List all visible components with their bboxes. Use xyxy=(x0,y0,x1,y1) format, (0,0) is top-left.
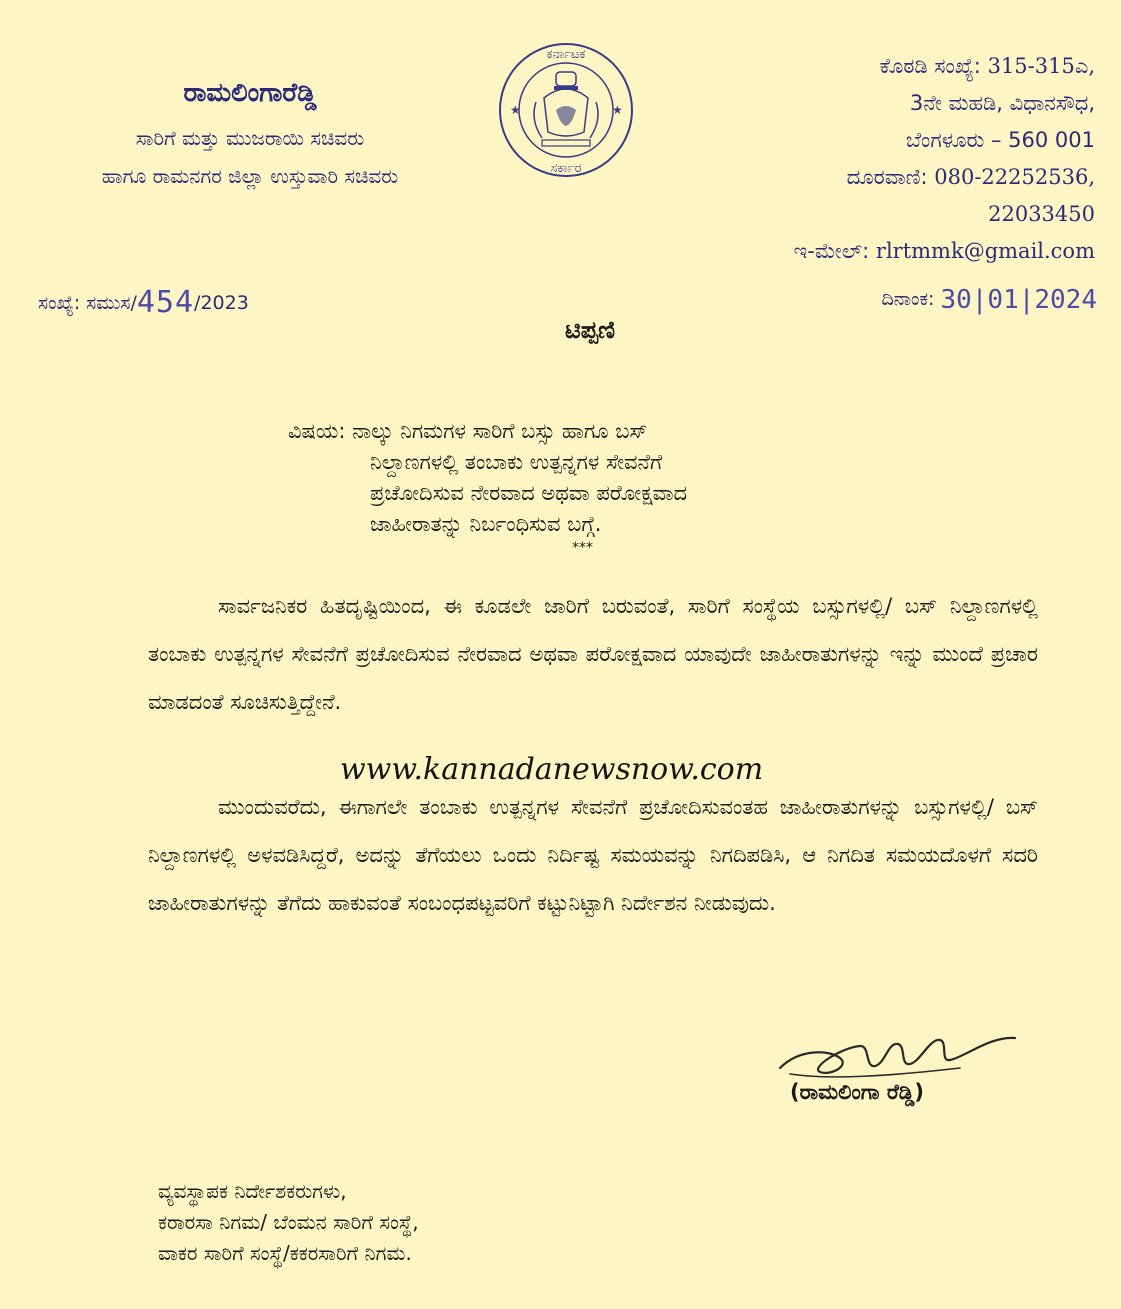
karnataka-seal-icon xyxy=(496,40,636,180)
email-line xyxy=(794,233,1095,270)
email-label: ಇ-ಮೇಲ್: xyxy=(793,239,870,263)
subject-first-line xyxy=(288,416,687,447)
room-label: ಕೊಠಡಿ ಸಂಖ್ಯೆ: xyxy=(879,54,981,78)
paragraph-1-text: ಸಾರ್ವಜನಿಕರ ಹಿತದೃಷ್ಟಿಯಿಂದ, ಈ ಕೂಡಲೇ ಜಾರಿಗೆ ಬರುವಂತೆ, ಸಾರಿಗೆ ಸಂಸ್ಥೆಯ ಬಸ್ಸುಗಳಲ್ಲಿ/ ಬಸ್ ನಿಲ್ದಾಣಗಳಲ್ಲಿ ತಂಬಾಕು ಉತ್ಪನ್ನಗಳ ಸೇವನೆಗೆ ಪ್ರಚೋದಿಸುವ ನೇರವಾದ ಅಥವಾ ಪರೋಕ್ಷವಾದ ಯಾವುದೇ ಜಾಹೀರಾತುಗಳನ್ನು ಇನ್ನು ಮುಂದೆ ಪ್ರಚಾರ ಮಾಡದಂತೆ ಸೂಚಿಸುತ್ತಿದ್ದೇನೆ. xyxy=(148,594,1038,714)
addressee-line-3: ವಾಕರ ಸಾರಿಗೆ ಸಂಸ್ಥೆ/ಕಕರಸಾರಿಗೆ ನಿಗಮ. xyxy=(158,1241,412,1265)
addressee-block xyxy=(158,1176,419,1269)
room-number-line xyxy=(794,48,1095,85)
designation-line-1: ಸಾರಿಗೆ ಮತ್ತು ಮುಜರಾಯಿ ಸಚಿವರು xyxy=(135,126,365,150)
minister-name: ರಾಮಲಿಂಗಾರೆಡ್ಡಿ xyxy=(183,78,317,108)
svg-text:★: ★ xyxy=(510,103,521,117)
email-value: rlrtmmk@gmail.com xyxy=(875,239,1095,263)
signature-icon xyxy=(770,1028,1020,1088)
reference-label: ಸಂಖ್ಯೆ: ಸಮುಸ/ xyxy=(38,292,137,314)
addressee-line-1: ವ್ಯವಸ್ಥಾಪಕ ನಿರ್ದೇಶಕರುಗಳು, xyxy=(158,1179,347,1203)
address-line-1: 3ನೇ ಮಹಡಿ, ವಿಧಾನಸೌಧ, xyxy=(909,91,1095,115)
subject-block xyxy=(288,416,687,540)
phone-label: ದೂರವಾಣಿ: xyxy=(846,165,928,189)
phone-value: 080-22252536, xyxy=(934,165,1095,189)
date-handwritten-value: 30|01|2024 xyxy=(940,285,1097,315)
letterhead-left xyxy=(0,78,500,195)
address-line-2: ಬೆಂಗಳೂರು – 560 001 xyxy=(905,128,1095,152)
watermark-url: www.kannadanewsnow.com xyxy=(340,752,764,787)
room-value: 315-315ಎ, xyxy=(987,54,1095,78)
reference-year: /2023 xyxy=(194,292,249,314)
subject-line-1: ನಾಲ್ಕು ನಿಗಮಗಳ ಸಾರಿಗೆ ಬಸ್ಸು ಹಾಗೂ ಬಸ್ xyxy=(352,419,648,443)
svg-text:★: ★ xyxy=(612,103,623,117)
seal-top-text: ಕರ್ನಾಟಕ xyxy=(546,47,586,62)
phone-value-2: 22033450 xyxy=(988,202,1095,226)
letterhead-right xyxy=(794,48,1095,270)
subject-line-4: ಜಾಹೀರಾತನ್ನು ನಿರ್ಬಂಧಿಸುವ ಬಗ್ಗೆ. xyxy=(370,512,602,536)
paragraph-2-text: ಮುಂದುವರೆದು, ಈಗಾಗಲೇ ತಂಬಾಕು ಉತ್ಪನ್ನಗಳ ಸೇವನೆಗೆ ಪ್ರಚೋದಿಸುವಂತಹ ಜಾಹೀರಾತುಗಳನ್ನು ಬಸ್ಸುಗಳಲ್ಲಿ/ ಬಸ್ ನಿಲ್ದಾಣಗಳಲ್ಲಿ ಅಳವಡಿಸಿದ್ದರೆ, ಅದನ್ನು ತೆಗೆಯಲು ಒಂದು ನಿರ್ದಿಷ್ಟ ಸಮಯವನ್ನು ನಿಗದಿಪಡಿಸಿ, ಆ ನಿಗದಿತ ಸಮಯದೊಳಗೆ ಸದರಿ ಜಾಹೀರಾತುಗಳನ್ನು ತೆಗೆದು ಹಾಕುವಂತೆ ಸಂಬಂಧಪಟ್ಟವರಿಗೆ ಕಟ್ಟುನಿಟ್ಟಾಗಿ ನಿರ್ದೇಶನ ನೀಡುವುದು. xyxy=(148,795,1038,915)
subject-line-3: ಪ್ರಚೋದಿಸುವ ನೇರವಾದ ಅಥವಾ ಪರೋಕ್ಷವಾದ xyxy=(370,481,688,505)
designation-line-2: ಹಾಗೂ ರಾಮನಗರ ಜಿಲ್ಲಾ ಉಸ್ತುವಾರಿ ಸಚಿವರು xyxy=(101,164,399,188)
body-paragraph-2 xyxy=(148,783,1038,927)
reference-number xyxy=(38,285,249,320)
memo-title: ಟಿಪ್ಪಣಿ xyxy=(565,316,615,344)
body-paragraph-1 xyxy=(148,582,1038,726)
phone-line xyxy=(794,159,1095,196)
addressee-line-2: ಕರಾರಸಾ ನಿಗಮ/ ಬೆಂಮನ ಸಾರಿಗೆ ಸಂಸ್ಥೆ, xyxy=(158,1210,419,1234)
signatory-name: (ರಾಮಲಿಂಗಾ ರೆಡ್ಡಿ) xyxy=(790,1080,925,1104)
reference-handwritten-number: 454 xyxy=(136,285,195,320)
subject-label: ವಿಷಯ: xyxy=(288,419,346,443)
seal-bottom-text: ಸರ್ಕಾರ xyxy=(550,161,582,176)
memo-date xyxy=(881,285,1097,315)
separator-stars: *** xyxy=(572,540,593,556)
subject-line-2: ನಿಲ್ದಾಣಗಳಲ್ಲಿ ತಂಬಾಕು ಉತ್ಪನ್ನಗಳ ಸೇವನೆಗೆ xyxy=(370,450,663,474)
date-label: ದಿನಾಂಕ: xyxy=(881,288,935,310)
